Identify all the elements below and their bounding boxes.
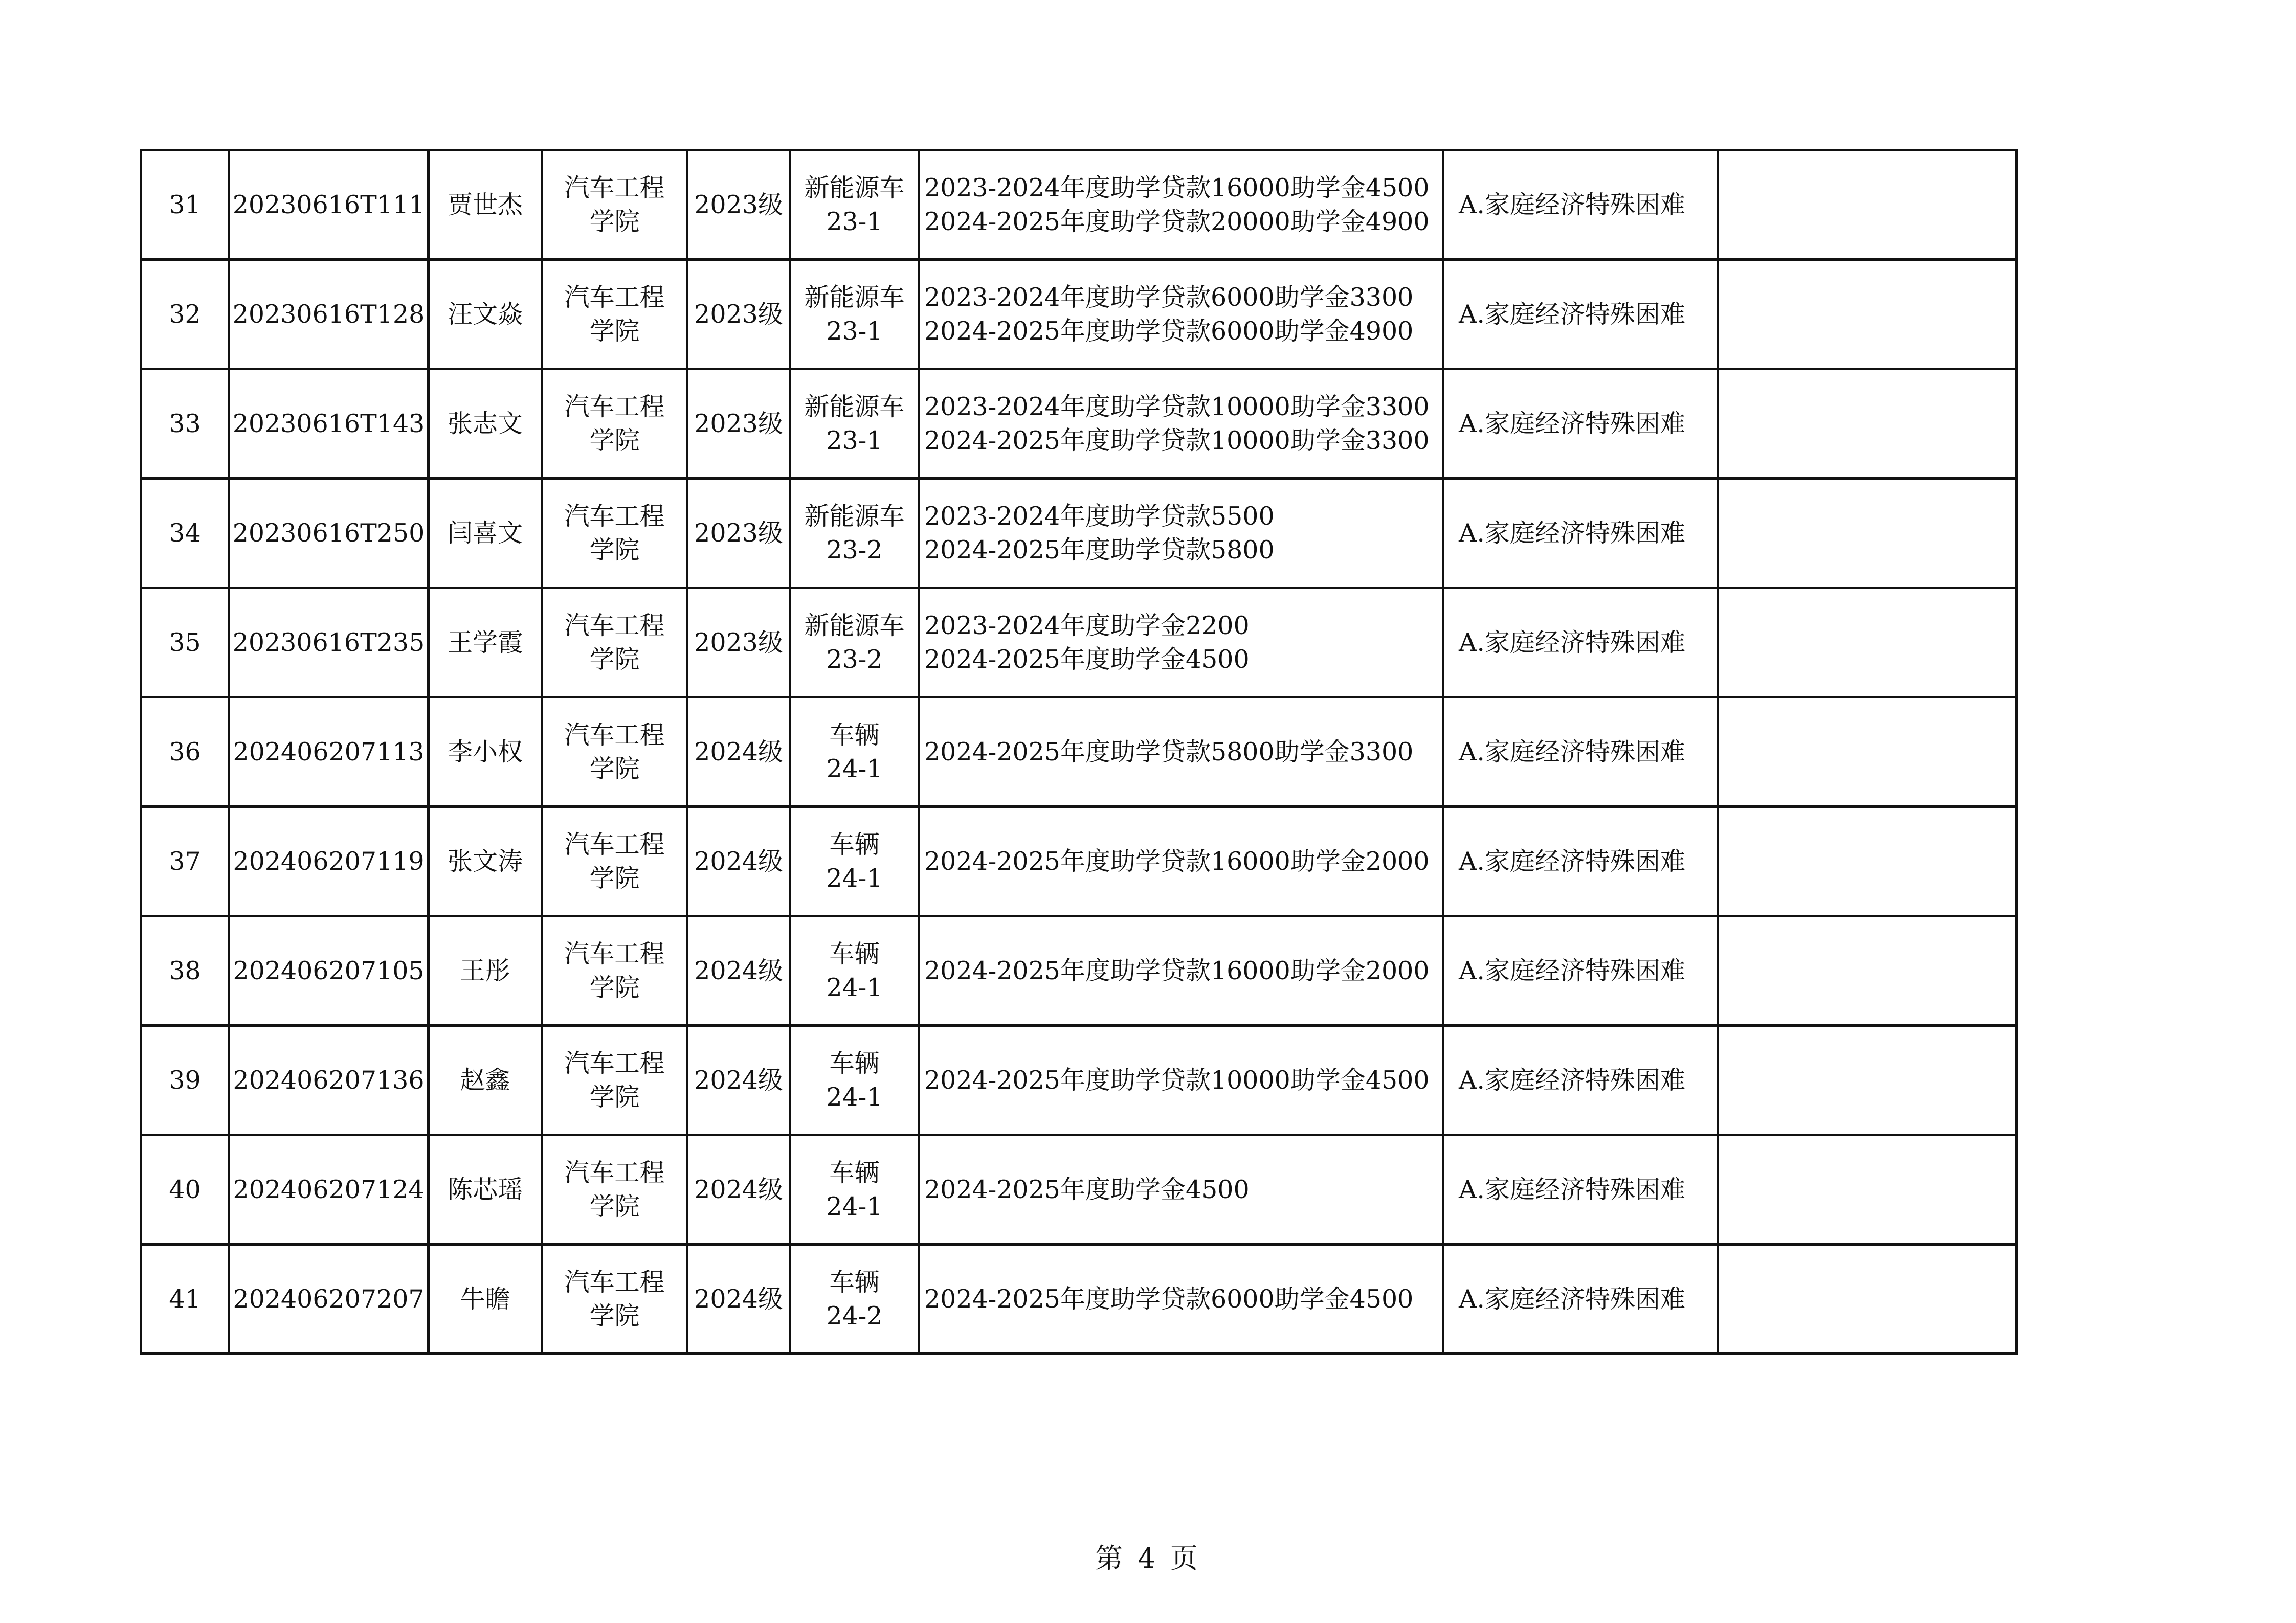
student-name-cell: 张志文 [429,369,542,479]
hardship-category-cell: A.家庭经济特殊困难 [1443,1135,1718,1245]
college-cell [542,479,687,588]
table-body [141,150,2017,1354]
grade-cell: 2023级 [687,260,790,369]
college-line: 汽车工程 [564,173,665,202]
table-row [141,150,2017,260]
aid-record-line: 2024-2025年度助学贷款10000助学金3300 [924,425,1430,455]
grade-cell: 2024级 [687,1135,790,1245]
class-cell [790,916,919,1026]
table-row [141,588,2017,697]
row-number-cell: 40 [141,1135,229,1245]
row-number-cell: 33 [141,369,229,479]
class-line: 新能源车 [804,501,905,531]
class-line: 24-1 [826,973,883,1002]
college-line: 学院 [589,316,640,346]
class-cell [790,1245,919,1354]
row-number-cell: 37 [141,807,229,916]
aid-record-line: 2023-2024年度助学贷款16000助学金4500 [924,173,1430,202]
aid-record-cell [919,150,1443,260]
college-line: 汽车工程 [564,1048,665,1078]
college-cell [542,1135,687,1245]
class-line: 24-1 [826,863,883,893]
college-line: 学院 [589,535,640,565]
student-id-cell: 202406207105 [229,916,429,1026]
class-cell [790,260,919,369]
hardship-category-cell: A.家庭经济特殊困难 [1443,369,1718,479]
student-name-cell: 王学霞 [429,588,542,697]
table-row [141,807,2017,916]
class-line: 23-2 [826,535,883,565]
student-id-cell: 20230616T250 [229,479,429,588]
table-row [141,1026,2017,1135]
class-line: 车辆 [829,1267,880,1297]
remark-cell [1718,588,2017,697]
college-cell [542,1245,687,1354]
row-number-cell: 34 [141,479,229,588]
student-id-cell: 202406207119 [229,807,429,916]
student-name-cell: 牛瞻 [429,1245,542,1354]
student-name-cell: 李小权 [429,697,542,807]
college-cell [542,150,687,260]
table-row [141,369,2017,479]
college-line: 学院 [589,425,640,455]
aid-record-cell [919,1245,1443,1354]
aid-record-line: 2024-2025年度助学贷款5800助学金3300 [924,737,1414,767]
aid-record-cell [919,807,1443,916]
row-number-cell: 36 [141,697,229,807]
aid-record-line: 2024-2025年度助学贷款16000助学金2000 [924,956,1430,985]
aid-record-line: 2024-2025年度助学贷款6000助学金4500 [924,1284,1414,1314]
student-name-cell: 汪文焱 [429,260,542,369]
college-line: 学院 [589,1301,640,1331]
grade-cell: 2023级 [687,479,790,588]
row-number-cell: 35 [141,588,229,697]
row-number-cell: 41 [141,1245,229,1354]
remark-cell [1718,697,2017,807]
grade-cell: 2024级 [687,697,790,807]
student-name-cell: 贾世杰 [429,150,542,260]
college-line: 汽车工程 [564,720,665,750]
student-name-cell: 陈芯瑶 [429,1135,542,1245]
class-line: 新能源车 [804,611,905,640]
class-cell [790,479,919,588]
class-line: 新能源车 [804,173,905,202]
remark-cell [1718,150,2017,260]
college-line: 学院 [589,754,640,783]
college-cell [542,369,687,479]
hardship-category-cell: A.家庭经济特殊困难 [1443,260,1718,369]
student-id-cell: 20230616T235 [229,588,429,697]
class-cell [790,369,919,479]
college-line: 汽车工程 [564,392,665,421]
college-cell [542,697,687,807]
college-line: 汽车工程 [564,501,665,531]
college-line: 学院 [589,863,640,893]
grade-cell: 2023级 [687,369,790,479]
hardship-category-cell: A.家庭经济特殊困难 [1443,1026,1718,1135]
aid-record-line: 2023-2024年度助学贷款10000助学金3300 [924,392,1430,421]
grade-cell: 2024级 [687,1245,790,1354]
college-cell [542,916,687,1026]
college-line: 学院 [589,1082,640,1112]
class-line: 24-1 [826,1082,883,1112]
student-id-cell: 20230616T128 [229,260,429,369]
class-line: 车辆 [829,720,880,750]
college-line: 汽车工程 [564,1158,665,1187]
college-line: 汽车工程 [564,939,665,968]
row-number-cell: 32 [141,260,229,369]
college-cell [542,1026,687,1135]
class-line: 23-1 [826,316,883,346]
student-id-cell: 202406207207 [229,1245,429,1354]
aid-record-line: 2024-2025年度助学金4500 [924,644,1250,674]
aid-record-line: 2024-2025年度助学贷款20000助学金4900 [924,207,1430,236]
college-cell [542,588,687,697]
aid-record-cell [919,479,1443,588]
grade-cell: 2023级 [687,150,790,260]
row-number-cell: 31 [141,150,229,260]
student-id-cell: 202406207113 [229,697,429,807]
student-id-cell: 20230616T143 [229,369,429,479]
hardship-category-cell: A.家庭经济特殊困难 [1443,807,1718,916]
aid-record-cell [919,916,1443,1026]
remark-cell [1718,1245,2017,1354]
college-line: 学院 [589,207,640,236]
row-number-cell: 39 [141,1026,229,1135]
remark-cell [1718,1135,2017,1245]
aid-record-line: 2024-2025年度助学贷款6000助学金4900 [924,316,1414,346]
college-line: 学院 [589,973,640,1002]
hardship-category-cell: A.家庭经济特殊困难 [1443,150,1718,260]
remark-cell [1718,260,2017,369]
college-line: 汽车工程 [564,1267,665,1297]
aid-record-cell [919,369,1443,479]
table-row [141,260,2017,369]
hardship-category-cell: A.家庭经济特殊困难 [1443,479,1718,588]
aid-record-line: 2024-2025年度助学贷款10000助学金4500 [924,1065,1430,1095]
class-line: 车辆 [829,1158,880,1187]
class-cell [790,150,919,260]
table-row [141,916,2017,1026]
class-line: 车辆 [829,1048,880,1078]
row-number-cell: 38 [141,916,229,1026]
student-name-cell: 闫喜文 [429,479,542,588]
class-line: 新能源车 [804,282,905,312]
grade-cell: 2023级 [687,588,790,697]
class-line: 车辆 [829,829,880,859]
aid-record-cell [919,588,1443,697]
remark-cell [1718,479,2017,588]
class-cell [790,807,919,916]
remark-cell [1718,1026,2017,1135]
class-cell [790,1026,919,1135]
grade-cell: 2024级 [687,916,790,1026]
table-row [141,1245,2017,1354]
grade-cell: 2024级 [687,807,790,916]
class-line: 24-1 [826,1191,883,1221]
class-line: 23-1 [826,207,883,236]
aid-record-cell [919,697,1443,807]
student-id-cell: 202406207136 [229,1026,429,1135]
aid-record-line: 2024-2025年度助学贷款16000助学金2000 [924,846,1430,876]
college-line: 学院 [589,1191,640,1221]
class-line: 23-1 [826,425,883,455]
class-line: 24-1 [826,754,883,783]
class-cell [790,697,919,807]
college-cell [542,807,687,916]
hardship-category-cell: A.家庭经济特殊困难 [1443,916,1718,1026]
aid-record-line: 2023-2024年度助学金2200 [924,611,1250,640]
class-cell [790,1135,919,1245]
college-line: 汽车工程 [564,282,665,312]
aid-record-line: 2024-2025年度助学贷款5800 [924,535,1275,565]
student-id-cell: 20230616T111 [229,150,429,260]
class-line: 新能源车 [804,392,905,421]
hardship-category-cell: A.家庭经济特殊困难 [1443,697,1718,807]
class-cell [790,588,919,697]
table-row [141,1135,2017,1245]
grade-cell: 2024级 [687,1026,790,1135]
aid-record-cell [919,260,1443,369]
table-row [141,697,2017,807]
class-line: 车辆 [829,939,880,968]
aid-record-line: 2024-2025年度助学金4500 [924,1175,1250,1204]
college-line: 汽车工程 [564,611,665,640]
table-row [141,479,2017,588]
hardship-category-cell: A.家庭经济特殊困难 [1443,1245,1718,1354]
student-name-cell: 赵鑫 [429,1026,542,1135]
remark-cell [1718,807,2017,916]
college-line: 汽车工程 [564,829,665,859]
college-cell [542,260,687,369]
remark-cell [1718,369,2017,479]
student-id-cell: 202406207124 [229,1135,429,1245]
remark-cell [1718,916,2017,1026]
aid-record-line: 2023-2024年度助学贷款6000助学金3300 [924,282,1414,312]
class-line: 23-2 [826,644,883,674]
student-aid-table [140,149,2018,1355]
college-line: 学院 [589,644,640,674]
hardship-category-cell: A.家庭经济特殊困难 [1443,588,1718,697]
aid-record-cell [919,1026,1443,1135]
aid-record-cell [919,1135,1443,1245]
aid-record-line: 2023-2024年度助学贷款5500 [924,501,1275,531]
page-number: 第 4 页 [1095,1542,1201,1574]
student-name-cell: 王彤 [429,916,542,1026]
class-line: 24-2 [826,1301,883,1331]
student-name-cell: 张文涛 [429,807,542,916]
